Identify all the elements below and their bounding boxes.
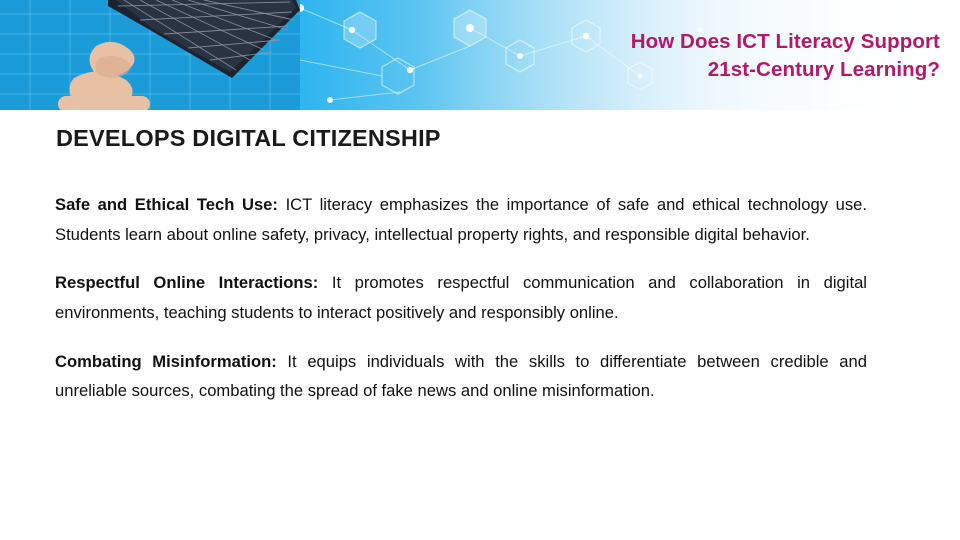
header-banner: [0, 0, 960, 112]
paragraph-2-text: It promotes respectful communication and collaboration in digital environments, teaching students to interact positively and responsibly online.: [55, 273, 867, 323]
banner-divider: [0, 110, 960, 112]
slide-heading: DEVELOPS DIGITAL CITIZENSHIP: [56, 125, 441, 151]
paragraph-2: [55, 268, 867, 327]
paragraph-3-lead: Combating Misinformation:: [55, 351, 277, 371]
banner-title-line-1: How Does ICT Literacy Support: [630, 30, 940, 53]
banner-title: [460, 28, 940, 83]
paragraph-3: [55, 347, 867, 406]
banner-title-line-2: 21st-Century Learning?: [707, 57, 940, 81]
paragraph-1: [55, 190, 867, 249]
paragraph-3-text: It equips individuals with the skills to differentiate between credible and unreliable sources, combating the spread of fake news and online misinformation.: [55, 351, 867, 401]
paragraph-2-lead: Respectful Online Interactions:: [55, 273, 319, 293]
paragraph-1-lead: Safe and Ethical Tech Use:: [55, 195, 278, 214]
paragraph-1-text: ICT literacy emphasizes the importance of safe and ethical technology use. Students learn about online safety, privacy, intellectual property rights, and responsible digital behavior.: [55, 195, 867, 244]
slide-body: [55, 190, 867, 406]
